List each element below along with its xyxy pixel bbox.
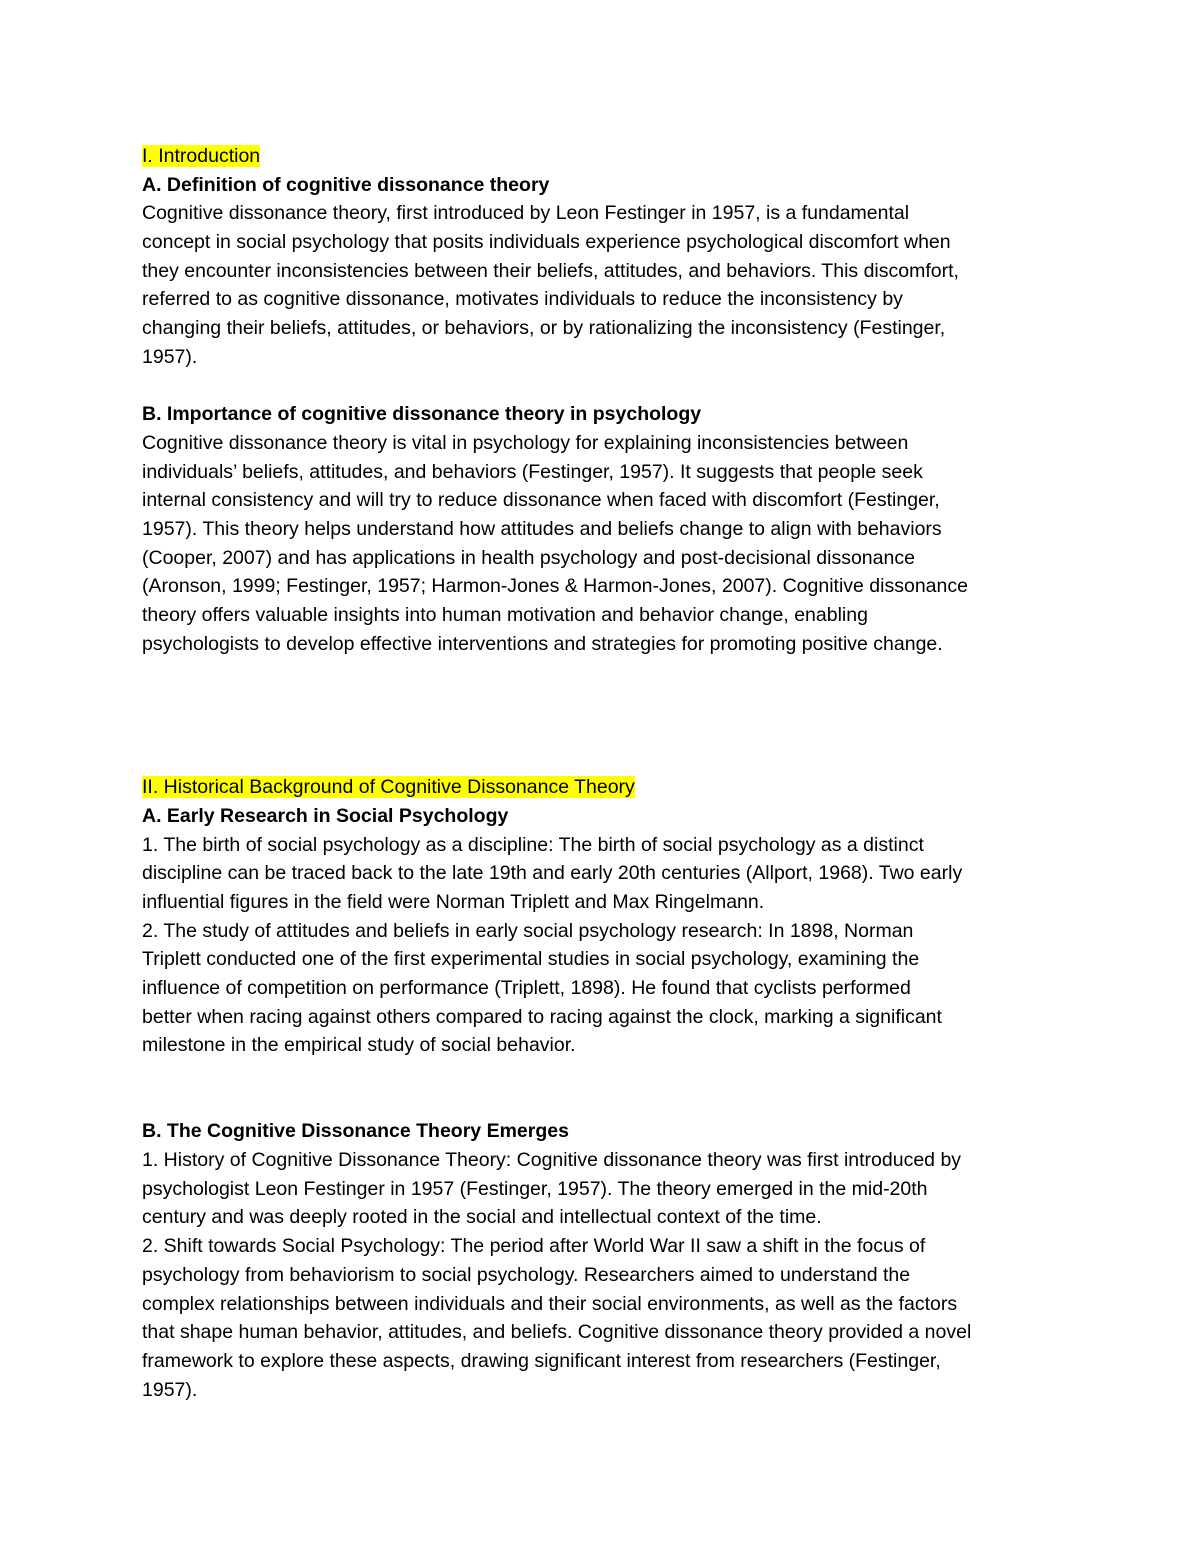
paragraph-line: century and was deeply rooted in the social and intellectual context of the time. [142,1206,822,1229]
subsection-heading-importance: B. Importance of cognitive dissonance theory in psychology [142,403,702,426]
paragraph-line: that shape human behavior, attitudes, and beliefs. Cognitive dissonance theory provided a novel [142,1321,972,1344]
paragraph-line: 1957). [142,345,198,368]
paragraph-line: concept in social psychology that posits individuals experience psychological discomfort when [142,231,951,254]
paragraph-line: psychologists to develop effective interventions and strategies for promoting positive change. [142,632,943,655]
section-heading-introduction [142,142,1072,171]
blank-line [142,1089,1072,1118]
paragraph-line: psychologist Leon Festinger in 1957 (Festinger, 1957). The theory emerged in the mid-20th [142,1177,928,1200]
subsection-heading-early-research: A. Early Research in Social Psychology [142,804,509,827]
paragraph-line: referred to as cognitive dissonance, motivates individuals to reduce the inconsistency by [142,288,903,311]
paragraph-line: milestone in the empirical study of social behavior. [142,1034,576,1057]
paragraph-line: 1957). [142,1378,198,1401]
blank-line [142,687,1072,716]
paragraph-line: 2. The study of attitudes and beliefs in early social psychology research: In 1898, Norman [142,919,914,942]
blank-line [142,658,1072,687]
paragraph-line: complex relationships between individuals and their social environments, as well as the factors [142,1292,958,1315]
paragraph-line: Cognitive dissonance theory is vital in psychology for explaining inconsistencies between [142,431,909,454]
paragraph-line: they encounter inconsistencies between their beliefs, attitudes, and behaviors. This discomfort, [142,259,959,282]
paragraph-line: discipline can be traced back to the late 19th and early 20th centuries (Allport, 1968). Two early [142,862,963,885]
paragraph-line: 2. Shift towards Social Psychology: The period after World War II saw a shift in the focus of [142,1235,926,1258]
paragraph-line: Triplett conducted one of the first experimental studies in social psychology, examining the [142,948,920,971]
highlighted-heading: II. Historical Background of Cognitive Dissonance Theory [142,776,635,799]
paragraph-line: Cognitive dissonance theory, first introduced by Leon Festinger in 1957, is a fundamental [142,202,910,225]
paragraph-line: framework to explore these aspects, drawing significant interest from researchers (Festinger, [142,1349,941,1372]
paragraph-line: better when racing against others compared to racing against the clock, marking a significant [142,1005,942,1028]
paragraph-line: 1957). This theory helps understand how attitudes and beliefs change to align with behaviors [142,517,942,540]
blank-line [142,716,1072,745]
blank-line [142,372,1072,401]
paragraph-line: 1. The birth of social psychology as a discipline: The birth of social psychology as a distinct [142,833,924,856]
paragraph-line: theory offers valuable insights into human motivation and behavior change, enabling [142,604,868,626]
paragraph-line: influence of competition on performance (Triplett, 1898). He found that cyclists performed [142,976,911,999]
paragraph-line: 1. History of Cognitive Dissonance Theory: Cognitive dissonance theory was first introduced by [142,1149,962,1172]
paragraph-line: psychology from behaviorism to social psychology. Researchers aimed to understand the [142,1263,911,1286]
highlighted-heading: I. Introduction [142,145,261,167]
paragraph-line: (Aronson, 1999; Festinger, 1957; Harmon-Jones & Harmon-Jones, 2007). Cognitive dissonance [142,575,968,598]
paragraph-line: influential figures in the field were Norman Triplett and Max Ringelmann. [142,890,765,913]
section-heading-historical-background [142,773,1072,802]
subsection-heading-definition: A. Definition of cognitive dissonance theory [142,173,550,196]
paragraph-line: internal consistency and will try to reduce dissonance when faced with discomfort (Festinger, [142,489,940,512]
document-body [142,142,1072,1404]
paragraph-line: individuals’ beliefs, attitudes, and behaviors (Festinger, 1957). It suggests that people seek [142,460,923,483]
paragraph-line: changing their beliefs, attitudes, or behaviors, or by rationalizing the inconsistency (Festinger, [142,317,946,340]
paragraph-line: (Cooper, 2007) and has applications in health psychology and post-decisional dissonance [142,546,915,569]
subsection-heading-theory-emerges: B. The Cognitive Dissonance Theory Emerges [142,1120,569,1143]
blank-line [142,744,1072,773]
blank-line [142,1060,1072,1089]
